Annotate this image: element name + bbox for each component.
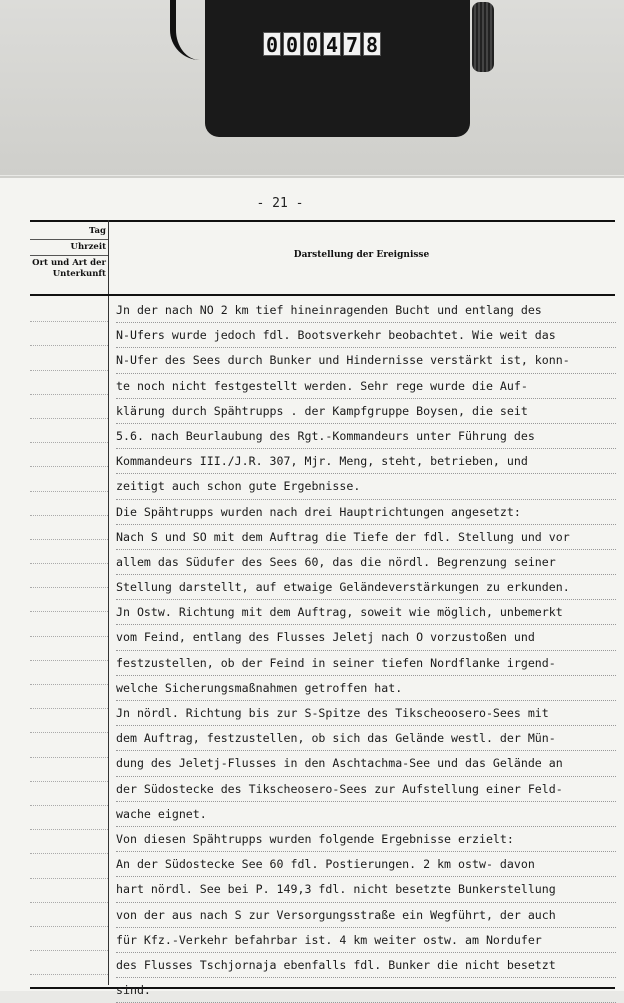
left-column-header: [30, 224, 108, 282]
counter-digits: [263, 32, 381, 56]
report-line: wache eignet.: [116, 802, 616, 827]
left-column-row: [30, 395, 108, 419]
report-line: dem Auftrag, festzustellen, ob sich das Gelände westl. der Mün-: [116, 726, 616, 751]
left-column-row: [30, 854, 108, 878]
left-column-row: [30, 758, 108, 782]
left-column-row: [30, 612, 108, 636]
counter-digit: 7: [343, 32, 361, 56]
report-line: hart nördl. See bei P. 149,3 fdl. nicht besetzte Bunkerstellung: [116, 877, 616, 902]
report-line: von der aus nach S zur Versorgungsstraße ein Wegführt, der auch: [116, 903, 616, 928]
report-line: klärung durch Spähtrupps . der Kampfgruppe Boysen, die seit: [116, 399, 616, 424]
report-line: welche Sicherungsmaßnahmen getroffen hat.: [116, 676, 616, 701]
left-column-row: [30, 806, 108, 830]
counter-digit: 0: [283, 32, 301, 56]
page-counter-device: [205, 0, 470, 137]
left-column-row: [30, 371, 108, 395]
report-line: Nach S und SO mit dem Auftrag die Tiefe der fdl. Stellung und vor: [116, 525, 616, 550]
left-column-row: [30, 443, 108, 467]
counter-digit: 0: [303, 32, 321, 56]
left-column-row: [30, 830, 108, 854]
report-line: Jn der nach NO 2 km tief hineinragenden Bucht und entlang des: [116, 298, 616, 323]
report-line: 5.6. nach Beurlaubung des Rgt.-Kommandeurs unter Führung des: [116, 424, 616, 449]
left-column-row: [30, 467, 108, 491]
report-line: Jn nördl. Richtung bis zur S-Spitze des Tikscheoosero-Sees mit: [116, 701, 616, 726]
counter-digit: 8: [363, 32, 381, 56]
report-line: An der Südostecke See 60 fdl. Postierungen. 2 km ostw- davon: [116, 852, 616, 877]
left-column-row: [30, 685, 108, 709]
report-line: vom Feind, entlang des Flusses Jeletj nach O vorzustoßen und: [116, 625, 616, 650]
photo-background: [0, 0, 624, 175]
left-column-row: [30, 492, 108, 516]
left-column-row: [30, 903, 108, 927]
report-line: für Kfz.-Verkehr befahrbar ist. 4 km weiter ostw. am Nordufer: [116, 928, 616, 953]
report-line: allem das Südufer des Sees 60, das die nördl. Begrenzung seiner: [116, 550, 616, 575]
report-line: Stellung darstellt, auf etwaige Geländeverstärkungen zu erkunden.: [116, 575, 616, 600]
page-number: - 21 -: [256, 196, 304, 211]
left-column-row: [30, 733, 108, 757]
report-line: dung des Jeletj-Flusses in den Aschtachma-See und das Gelände an: [116, 751, 616, 776]
left-column-row: [30, 516, 108, 540]
header-ort: Ort und Art der Unterkunft: [32, 258, 106, 279]
report-line: festzustellen, ob der Feind in seiner tiefen Nordflanke irgend-: [116, 651, 616, 676]
report-line: te noch nicht festgestellt werden. Sehr rege wurde die Auf-: [116, 374, 616, 399]
left-column-row: [30, 661, 108, 685]
left-column-row: [30, 298, 108, 322]
left-column-row: [30, 419, 108, 443]
counter-digit: 4: [323, 32, 341, 56]
main-column-header: Darstellung der Ereignisse: [293, 250, 430, 260]
left-column-row: [30, 709, 108, 733]
left-column-row: [30, 879, 108, 903]
left-column-row: [30, 782, 108, 806]
left-column-row: [30, 322, 108, 346]
header-separator: [30, 294, 615, 296]
report-line: der Südostecke des Tikscheosero-Sees zur Aufstellung einer Feld-: [116, 777, 616, 802]
report-line: sind.: [116, 978, 616, 1003]
left-column-row: [30, 927, 108, 951]
left-column-row: [30, 564, 108, 588]
left-column-row: [30, 951, 108, 975]
header-tag: Tag: [30, 224, 108, 240]
left-column-rows: [30, 298, 108, 975]
header-uhrzeit: Uhrzeit: [30, 240, 108, 256]
column-divider: [108, 220, 109, 985]
counter-digit: 0: [263, 32, 281, 56]
report-line: des Flusses Tschjornaja ebenfalls fdl. Bunker die nicht besetzt: [116, 953, 616, 978]
report-line: Kommandeurs III./J.R. 307, Mjr. Meng, steht, betrieben, und: [116, 449, 616, 474]
left-column-row: [30, 540, 108, 564]
report-line: Jn Ostw. Richtung mit dem Auftrag, soweit wie möglich, unbemerkt: [116, 600, 616, 625]
left-column-row: [30, 346, 108, 370]
counter-knob: [472, 2, 494, 72]
report-line: N-Ufer des Sees durch Bunker und Hindernisse verstärkt ist, konn-: [116, 348, 616, 373]
report-line: Die Spähtrupps wurden nach drei Hauptrichtungen angesetzt:: [116, 500, 616, 525]
report-line: zeitigt auch schon gute Ergebnisse.: [116, 474, 616, 499]
report-line: Von diesen Spähtrupps wurden folgende Ergebnisse erzielt:: [116, 827, 616, 852]
report-body: [116, 298, 616, 1003]
report-line: N-Ufers wurde jedoch fdl. Bootsverkehr beobachtet. Wie weit das: [116, 323, 616, 348]
left-column-row: [30, 637, 108, 661]
left-column-row: [30, 588, 108, 612]
